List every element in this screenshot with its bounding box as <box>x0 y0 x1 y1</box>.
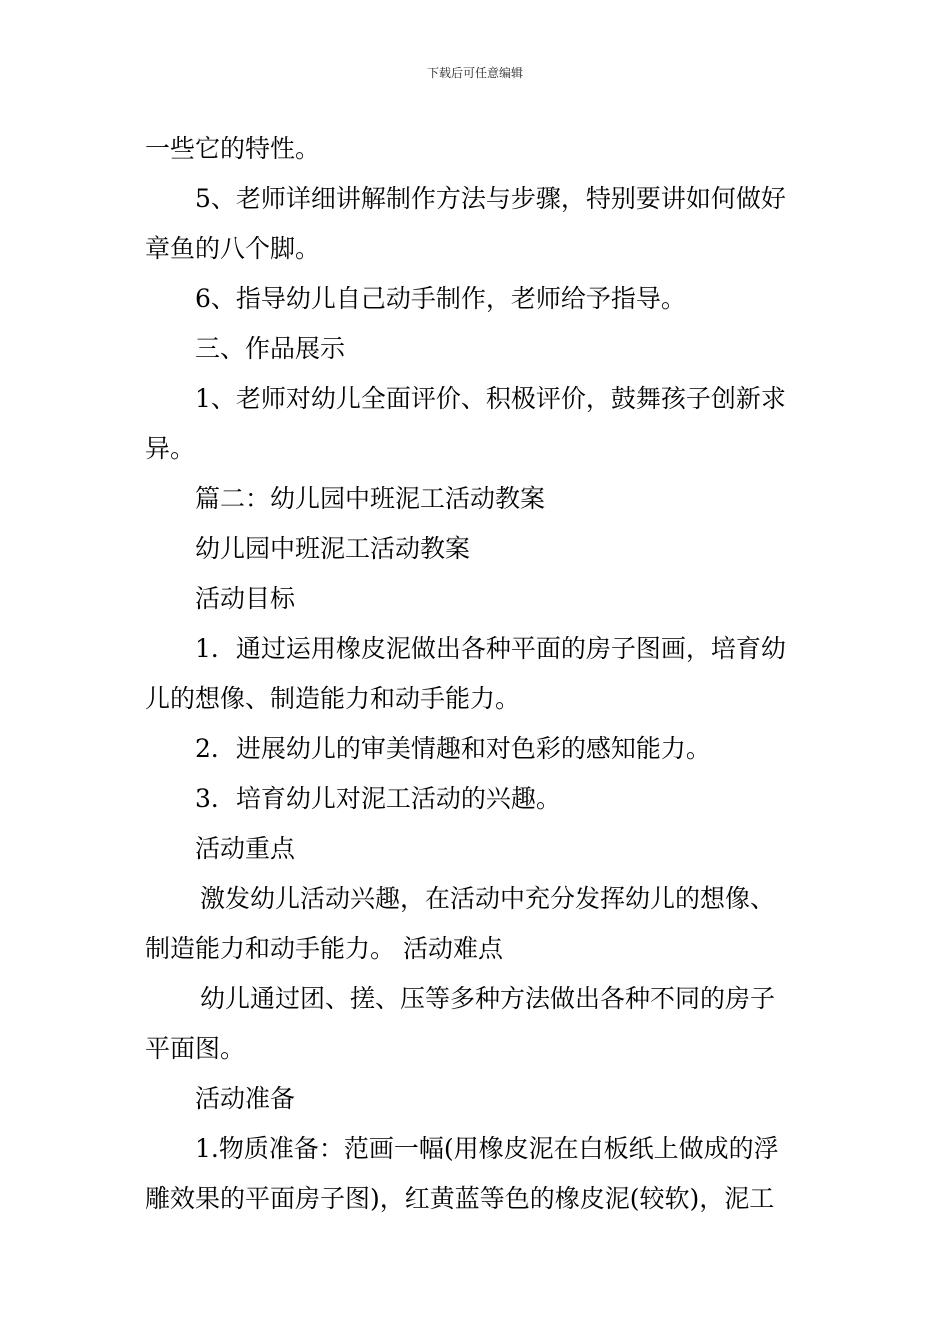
text-line-13: 2．进展幼儿的审美情趣和对色彩的感知能力。 <box>195 734 711 763</box>
heading-activity-goals: 活动目标 <box>195 584 296 613</box>
text-line-22: 雕效果的平面房子图)，红黄蓝等色的橡皮泥(较软)，泥工 <box>145 1184 775 1213</box>
text-line-16: 激发幼儿活动兴趣，在活动中充分发挥幼儿的想像、 <box>200 884 776 913</box>
text-line-6: 1、老师对幼儿全面评价、积极评价，鼓舞孩子创新求 <box>195 384 786 413</box>
text-line-3: 章鱼的八个脚。 <box>145 234 321 263</box>
page-header-note: 下载后可任意编辑 <box>426 66 523 80</box>
heading-activity-focus: 活动重点 <box>195 834 296 863</box>
document-body <box>145 124 810 1224</box>
text-line-17: 制造能力和动手能力。 活动难点 <box>145 934 503 963</box>
text-line-12: 儿的想像、制造能力和动手能力。 <box>145 684 521 713</box>
text-line-14: 3．培育幼儿对泥工活动的兴趣。 <box>195 784 561 813</box>
text-line-11: 1．通过运用橡皮泥做出各种平面的房子图画，培育幼 <box>195 634 786 663</box>
text-line-2: 5、老师详细讲解制作方法与步骤，特别要讲如何做好 <box>195 184 786 213</box>
text-line-21: 1.物质准备：范画一幅(用橡皮泥在白板纸上做成的浮 <box>195 1134 779 1163</box>
section-heading-works-display: 三、作品展示 <box>195 334 346 363</box>
text-line-1: 一些它的特性。 <box>145 134 321 163</box>
chapter-heading: 篇二：幼儿园中班泥工活动教案 <box>195 484 546 513</box>
document-title: 幼儿园中班泥工活动教案 <box>195 534 471 563</box>
text-line-7: 异。 <box>145 434 196 463</box>
text-line-19: 平面图。 <box>145 1034 246 1063</box>
text-line-4: 6、指导幼儿自己动手制作，老师给予指导。 <box>195 284 686 313</box>
heading-activity-preparation: 活动准备 <box>195 1084 296 1113</box>
text-line-18: 幼儿通过团、搓、压等多种方法做出各种不同的房子 <box>200 984 776 1013</box>
